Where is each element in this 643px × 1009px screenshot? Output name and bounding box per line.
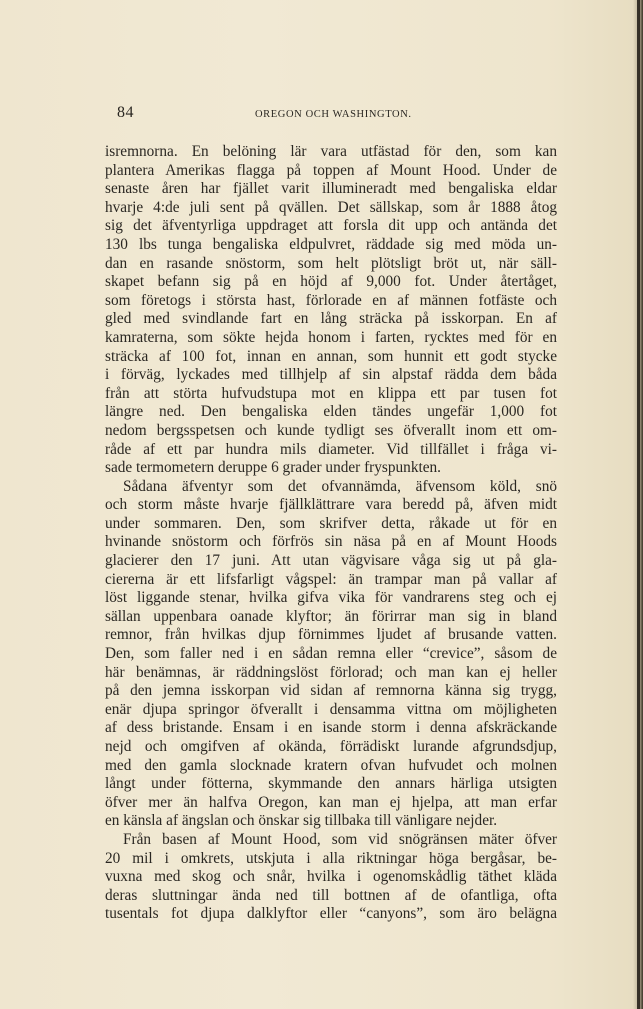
text-line: sig det äfventyrliga uppdraget att forsla dit upp och antända det xyxy=(105,217,557,235)
text-line: Sådana äfventyr som det ofvannämda, äfvensom köld, snö xyxy=(123,477,557,495)
text-line: deras sluttningar ända ned till bottnen af de ofantliga, ofta xyxy=(105,886,557,904)
text-line: plantera Amerikas flagga på toppen af Mount Hood. Under de xyxy=(105,161,557,179)
text-line: glacierer den 17 juni. Att utan vägvisare våga sig ut på gla- xyxy=(105,552,557,570)
text-line: senaste åren har fjället varit illumineradt med bengaliska eldar xyxy=(105,180,557,198)
text-line: sträcka af 100 fot, innan en annan, som hunnit ett godt stycke xyxy=(105,347,557,365)
text-line: hvarje 4:de juli sent på qvällen. Det sällskap, som år 1888 åtog xyxy=(105,198,557,216)
text-line: ciererna är ett lifsfarligt vågspel: än trampar man på vallar af xyxy=(105,570,557,588)
text-line: med den gamla slocknade kratern ofvan hufvudet och molnen xyxy=(105,756,557,774)
running-head: OREGON OCH WASHINGTON. xyxy=(255,109,412,120)
text-line: remnor, från hvilkas djup förnimmes ljudet af brusande vatten. xyxy=(105,626,557,644)
text-line: längre ned. Den bengaliska elden tändes ungefär 1,000 fot xyxy=(105,403,557,421)
text-line: under sommaren. Den, som skrifver detta, råkade ut för en xyxy=(105,514,557,532)
text-line: och storm måste hvarje fjällklättrare vara beredd på, äfven midt xyxy=(105,496,557,514)
text-line: här benämnas, är räddningslöst förlorad; och man kan ej heller xyxy=(105,663,557,681)
text-line: sade termometern deruppe 6 grader under fryspunkten. xyxy=(105,459,441,477)
text-line: 130 lbs tunga bengaliska eldpulvret, räddade sig med möda un- xyxy=(105,235,557,253)
text-line: nedom bergsspetsen och kunde tydligt ses öfverallt inom ett om- xyxy=(105,421,557,439)
text-line: dan en rasande snöstorm, som helt plötsligt bröt ut, när säll- xyxy=(105,254,557,272)
text-line: gled med svindlande fart en lång sträcka på isskorpan. En af xyxy=(105,310,557,328)
text-line: sällan uppenbara oanade klyftor; än förirrar man sig in bland xyxy=(105,607,557,625)
page-header xyxy=(105,104,557,124)
text-line: af dess bristande. Ensam i en isande storm i denna afskräckande xyxy=(105,719,557,737)
text-line: från att störta hufvudstupa mot en klippa ett par tusen fot xyxy=(105,384,557,402)
text-line: Från basen af Mount Hood, som vid snögränsen mäter öfver xyxy=(123,830,557,848)
text-line: tusentals fot djupa dalklyftor eller “canyons”, som äro belägna xyxy=(105,905,557,923)
text-line: skapet befann sig på en höjd af 9,000 fot. Under återtåget, xyxy=(105,273,557,291)
text-line: enär djupa springor öfverallt i densamma vittna om möjligheten xyxy=(105,700,557,718)
text-line: på den jemna isskorpan vid sidan af remnorna känna sig trygg, xyxy=(105,682,557,700)
page-edge-line xyxy=(637,0,640,1009)
text-line: hvinande snöstorm och förfrös sin näsa på en af Mount Hoods xyxy=(105,533,557,551)
text-line: isremnorna. En belöning lär vara utfästad för den, som kan xyxy=(105,143,557,160)
text-line: vuxna med skog och snår, hvilka i ogenomskådlig täthet kläda xyxy=(105,868,557,886)
text-line: nejd och omgifven af okända, förrädiskt lurande afgrundsdjup, xyxy=(105,738,557,755)
page-number: 84 xyxy=(117,104,134,121)
text-line: i förväg, lyckades med tillhjelp af sin alpstaf rädda dem båda xyxy=(105,366,557,384)
text-line: råde af ett par hundra mils diameter. Vid tillfället i fråga vi- xyxy=(105,440,557,458)
text-line: löst liggande stenar, hvilka gifva vika för vandrarens steg och ej xyxy=(105,589,557,607)
text-line: öfver mer än halfva Oregon, kan man ej hjelpa, att man erfar xyxy=(105,793,557,811)
text-line: 20 mil i omkrets, utskjuta i alla riktningar höga bergåsar, be- xyxy=(105,849,557,867)
text-line: en känsla af ängslan och önskar sig tillbaka till vänligare nejder. xyxy=(105,812,498,830)
body-text xyxy=(105,143,557,924)
text-line: som företogs i största hast, förlorade en af männen fotfäste och xyxy=(105,291,557,309)
text-line: kamraterna, som sökte hejda honom i farten, rycktes med för en xyxy=(105,328,557,346)
text-line: långt under fötterna, skymmande den annars härliga utsigten xyxy=(105,775,557,793)
text-line: Den, som faller ned i en sådan remna eller “crevice”, såsom de xyxy=(105,645,557,663)
